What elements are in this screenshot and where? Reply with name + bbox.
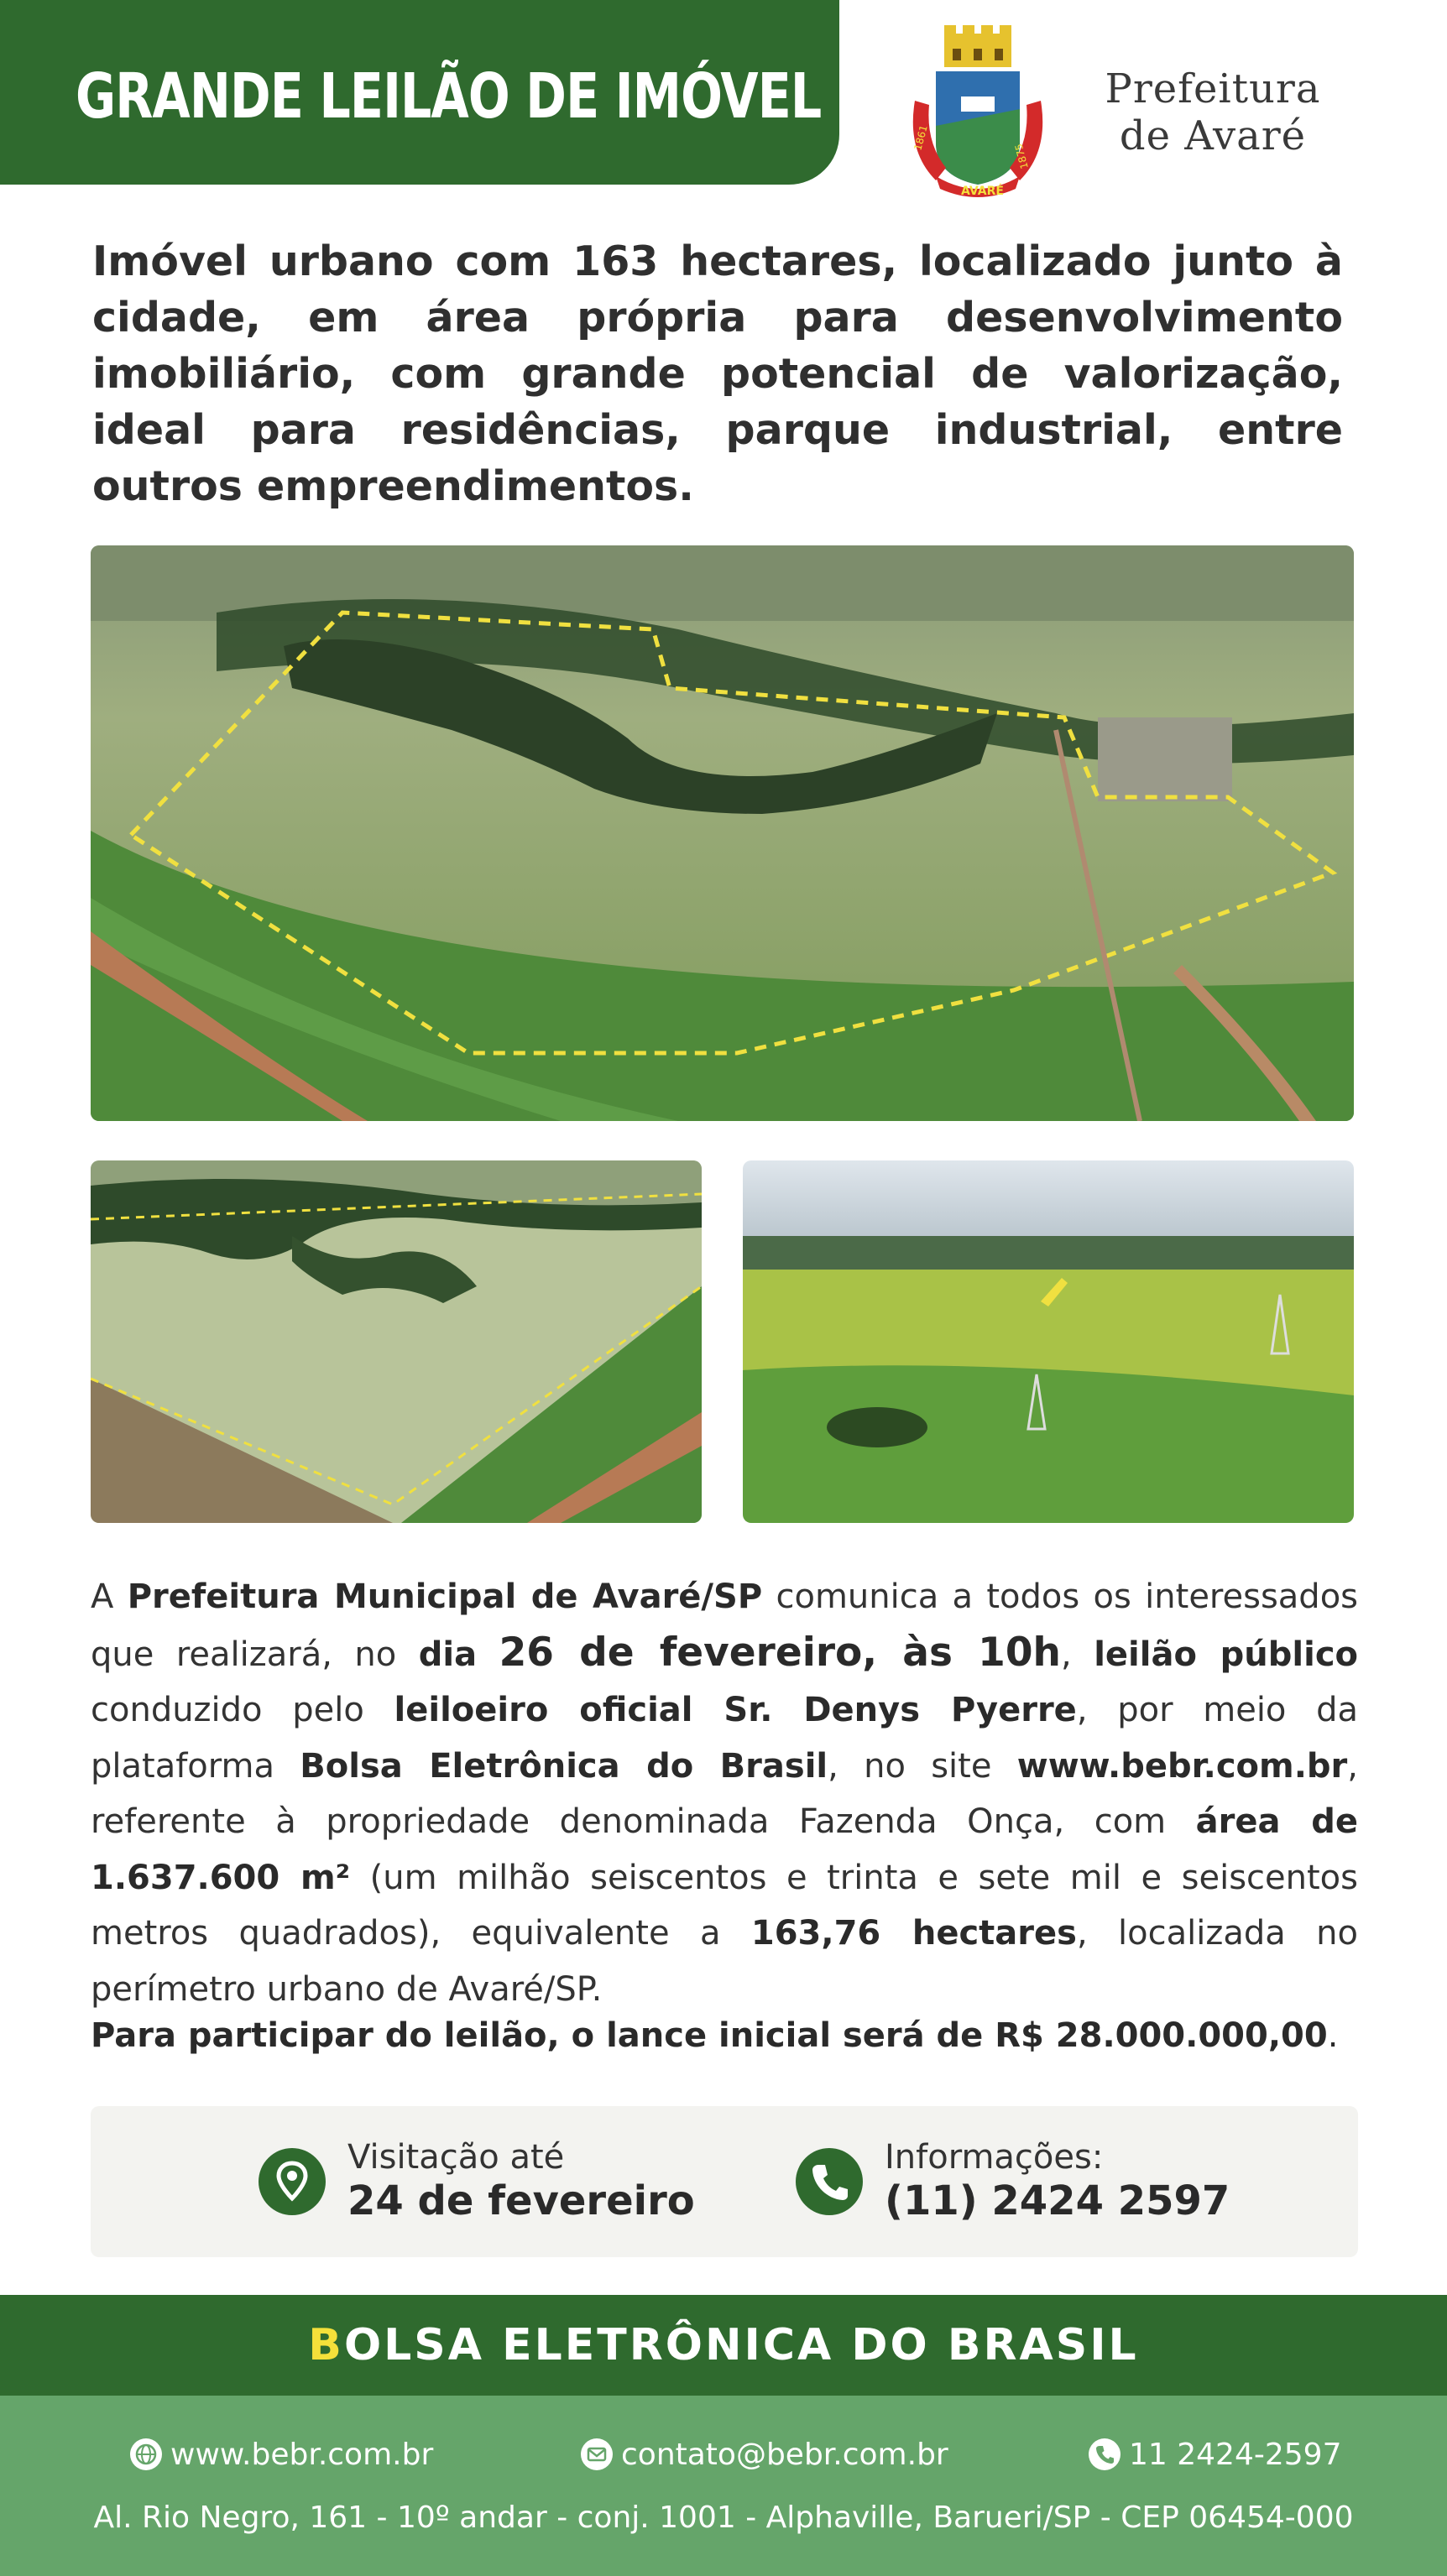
initial-bid: Para participar do leilão, o lance inicial será de R$ 28.000.000,00.: [91, 2016, 1339, 2055]
footer-email[interactable]: contato@bebr.com.br: [581, 2438, 948, 2472]
footer-contacts: [0, 2396, 1447, 2576]
info-box: [91, 2106, 1358, 2257]
visit-date: 24 de fevereiro: [347, 2177, 695, 2224]
page-title: GRANDE LEILÃO DE IMÓVEL: [76, 60, 822, 133]
brand-logo-text: BOLSA ELETRÔNICA DO BRASIL: [308, 2320, 1139, 2370]
footer-phone[interactable]: 11 2424-2597: [1089, 2438, 1341, 2472]
footer-brand-bar: [0, 2295, 1447, 2396]
aerial-photo-main: [91, 545, 1354, 1121]
crest-year-left: 1861: [912, 123, 930, 152]
aerial-photo-left: [91, 1160, 702, 1523]
footer-address: Al. Rio Negro, 161 - 10º andar - conj. 1001 - Alphaville, Barueri/SP - CEP 06454-000: [93, 2500, 1354, 2535]
announcement-text: A Prefeitura Municipal de Avaré/SP comunica a todos os interessados que realizará, no dia 26 de fevereiro, às 10h, leilão público conduzido pelo leiloeiro oficial Sr. Denys Pyerre, por meio da plataforma Bolsa Eletrônica do Brasil, no site www.bebr.com.br, referente à propriedade denominada Fazenda Onça, com área de 1.637.600 m² (um milhão seiscentos e trinta e sete mil e seiscentos metros quadrados), equivalente a 163,76 hectares, localizada no perímetro urbano de Avaré/SP.: [91, 1577, 1359, 2009]
phone-icon: [1089, 2438, 1121, 2470]
crest-ribbon: AVARÉ: [961, 185, 1004, 198]
footer-website[interactable]: www.bebr.com.br: [130, 2438, 433, 2472]
crest-year-right: 1875: [1012, 142, 1031, 170]
prefecture-name: [1070, 65, 1356, 159]
prefecture-line1: Prefeitura: [1105, 65, 1321, 112]
visit-label: Visitação até: [347, 2138, 565, 2177]
email-icon: [581, 2438, 613, 2470]
location-pin-icon: [259, 2148, 326, 2215]
title-bar: [0, 0, 839, 185]
contact-label: Informações:: [885, 2138, 1104, 2177]
auctioneer-name: leiloeiro oficial Sr. Denys Pyerre: [394, 1691, 1077, 1729]
field-photo-right: [743, 1160, 1354, 1523]
prefecture-line2: de Avaré: [1119, 112, 1307, 159]
prefecture-mention: Prefeitura Municipal de Avaré/SP: [127, 1577, 763, 1616]
phone-icon: [796, 2148, 863, 2215]
globe-icon: [130, 2438, 162, 2470]
hectares-value: 163,76 hectares: [750, 1914, 1077, 1953]
intro-paragraph: Imóvel urbano com 163 hectares, localizado junto à cidade, em área própria para desenvolvimento imobiliário, com grande potencial de valorização, ideal para residências, parque industrial, entre outros empreendimentos.: [92, 237, 1343, 510]
auction-date: 26 de fevereiro, às 10h: [499, 1629, 1061, 1676]
city-crest-icon: [902, 25, 1053, 201]
contact-phone[interactable]: (11) 2424 2597: [885, 2177, 1230, 2224]
website-mention[interactable]: www.bebr.com.br: [1016, 1746, 1348, 1786]
area-value: 1.637.600 m²: [91, 1858, 351, 1897]
